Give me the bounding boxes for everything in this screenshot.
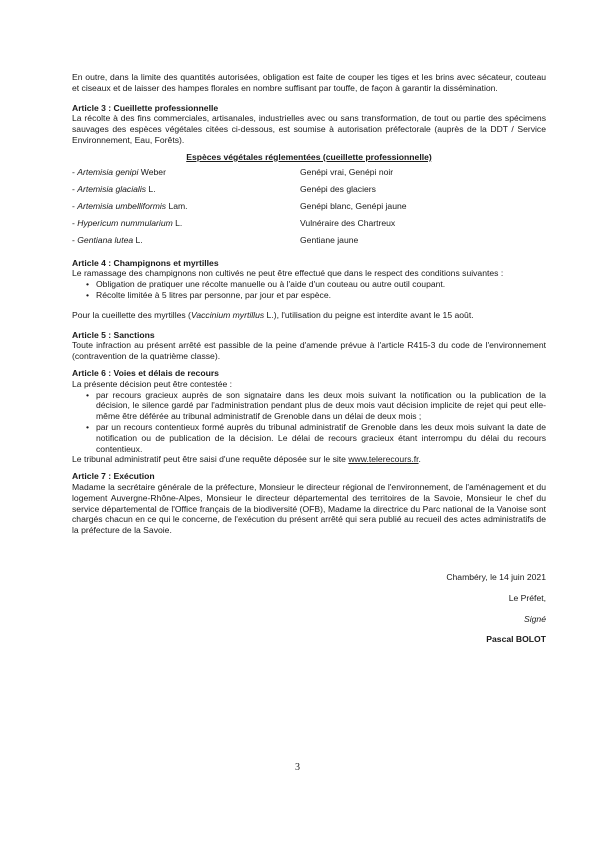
species-table-title: Espèces végétales réglementées (cueillette professionnelle)	[186, 151, 432, 162]
article-6-heading: Article 6 : Voies et délais de recours	[72, 367, 219, 378]
article-4-list	[72, 279, 546, 301]
page-number: 3	[295, 762, 300, 773]
species-latin-cell	[72, 218, 300, 235]
article-6-footer-end: .	[418, 454, 421, 465]
signature-title: Le Préfet,	[508, 592, 546, 603]
species-latin-cell	[72, 167, 300, 184]
list-item: • Récolte limitée à 5 litres par personne, par jour et par espèce.	[72, 290, 546, 301]
article-6-footer-text: Le tribunal administratif peut être saisi d'une requête déposée sur le site	[72, 454, 349, 465]
species-latin-name: Gentiana lutea	[77, 234, 134, 245]
species-common-name: Genépi blanc, Genépi jaune	[300, 200, 407, 211]
species-row	[72, 167, 546, 184]
species-latin-name: Hypericum nummularium	[77, 217, 173, 228]
species-prefix: -	[72, 166, 78, 177]
myrtilles-text-pre: Pour la cueillette des myrtilles (	[72, 309, 191, 320]
species-latin-cell	[72, 184, 300, 201]
document-page	[72, 72, 546, 645]
article-6-text: La présente décision peut être contestée :	[72, 378, 233, 389]
species-author: Weber	[138, 166, 166, 177]
species-latin-cell	[72, 235, 300, 252]
article-5-text: Toute infraction au présent arrêté est passible de la peine d'amende prévue à l'article R415-3 du code de l'environnement (contravention de la quatrième classe).	[72, 340, 546, 362]
article-4-heading: Article 4 : Champignons et myrtilles	[72, 257, 219, 268]
list-item: • Obligation de pratiquer une récolte manuelle ou à l'aide d'un couteau ou autre outil coupant.	[72, 279, 546, 290]
signature-signed: Signé	[524, 613, 546, 624]
article-4-text: Le ramassage des champignons non cultivés ne peut être effectué que dans le respect des conditions suivantes :	[72, 268, 504, 279]
species-author: L.	[172, 217, 183, 228]
species-row	[72, 235, 546, 252]
species-table	[72, 167, 546, 252]
intro-paragraph: En outre, dans la limite des quantités autorisées, obligation est faite de couper les tiges et les brins avec sécateur, couteau et ciseaux et de laisser des hampes florales en nombre suffisant par touffe, de façon à garantir la dissémination.	[72, 72, 546, 93]
species-prefix: -	[72, 200, 78, 211]
myrtilles-text-post: L.), l'utilisation du peigne est interdite avant le 15 août.	[264, 309, 474, 320]
species-common-name: Vulnéraire des Chartreux	[300, 217, 396, 228]
species-row	[72, 218, 546, 235]
article-3-text: La récolte à des fins commerciales, artisanales, industrielles avec ou sans transformation, de tout ou partie des spécimens sauvages des espèces végétales citées ci-dessous, est soumise à autorisation préfectorale (auprès de la DDT / Service Environnement, Eau, Forêts).	[72, 113, 546, 145]
article-7-heading: Article 7 : Exécution	[72, 471, 155, 482]
species-prefix: -	[72, 234, 78, 245]
species-latin-name: Artemisia glacialis	[77, 183, 147, 194]
myrtilles-paragraph	[72, 310, 546, 321]
list-item: • par recours gracieux auprès de son signataire dans les deux mois suivant la notification ou la publication de la décision, le silence gardé par l'administration pendant plus de deux mois vaut décision implicite de rejet qui peut elle-même être déférée au tribunal administratif de Grenoble dans un délai de deux mois ;	[72, 390, 546, 422]
species-latin-name: Artemisia umbelliformis	[77, 200, 167, 211]
species-common-name: Gentiane jaune	[300, 234, 359, 245]
article-6-list	[72, 390, 546, 455]
species-row	[72, 184, 546, 201]
species-common-name: Genépi vrai, Genépi noir	[300, 166, 394, 177]
species-prefix: -	[72, 217, 78, 228]
species-latin-cell	[72, 201, 300, 218]
list-item: • par un recours contentieux formé auprès du tribunal administratif de Grenoble dans les deux mois suivant la date de notification ou de publication de la décision. Le délai de recours gracieux étant interrompu du délai du recours contentieux.	[72, 422, 546, 454]
signature-place-date: Chambéry, le 14 juin 2021	[446, 571, 546, 582]
species-row	[72, 201, 546, 218]
article-6-footer	[72, 454, 546, 465]
species-prefix: -	[72, 183, 78, 194]
species-author: L.	[146, 183, 156, 194]
article-3-heading: Article 3 : Cueillette professionnelle	[72, 102, 219, 113]
signature-name: Pascal BOLOT	[486, 634, 546, 645]
myrtilles-latin-name: Vaccinium myrtillus	[190, 309, 265, 320]
article-5-heading: Article 5 : Sanctions	[72, 329, 155, 340]
species-common-name: Genépi des glaciers	[300, 183, 376, 194]
species-latin-name: Artemisia genipi	[77, 166, 139, 177]
species-author: Lam.	[166, 200, 188, 211]
article-7-text: Madame la secrétaire générale de la préfecture, Monsieur le directeur régional de l'environnement, de l'aménagement et du logement Auvergne-Rhône-Alpes, Monsieur le directeur départemental des territoires de la Savoie, Monsieur le chef du service départemental de l'Office français de la biodiversité (OFB), Madame la directrice du Parc national de la Vanoise sont chargés chacun en ce qui le concerne, de l'exécution du présent arrêté qui sera publié au recueil des actes administratifs de la préfecture de la Savoie.	[72, 481, 546, 536]
telerecours-link[interactable]: www.telerecours.fr	[348, 454, 419, 465]
species-author: L.	[133, 234, 143, 245]
